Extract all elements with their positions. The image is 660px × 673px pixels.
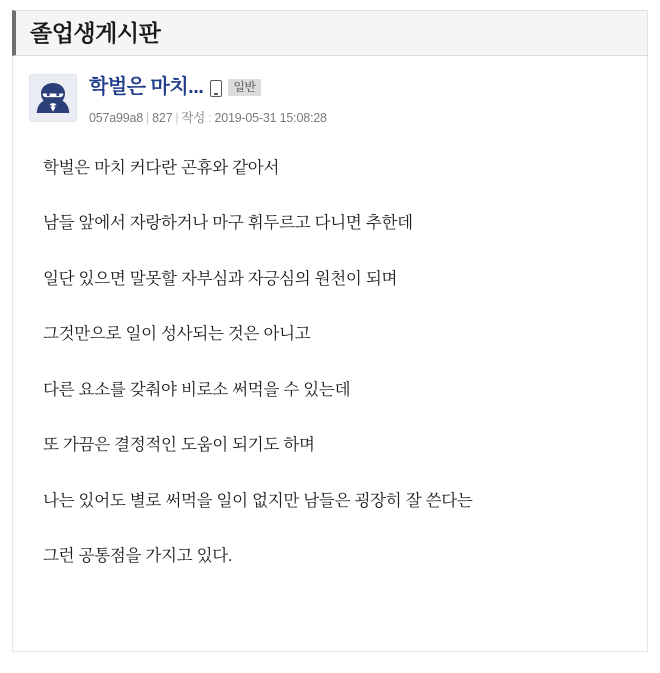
post-title-row	[89, 75, 327, 99]
mobile-phone-icon	[210, 80, 222, 97]
post-paragraph: 학벌은 마치 커다란 곤휴와 같아서	[43, 159, 280, 177]
post-container	[12, 56, 648, 652]
author-id: 057a99a8	[89, 111, 144, 125]
status-badge: 일반	[228, 79, 260, 96]
meta-separator-1: |	[146, 111, 150, 125]
post-body	[13, 136, 647, 568]
post-paragraph: 또 가끔은 결정적인 도움이 되기도 하며	[43, 436, 315, 455]
meta-colon: :	[208, 111, 212, 125]
post-paragraph: 그것만으로 일이 성사되는 것은 아니고	[43, 325, 311, 344]
post-title[interactable]: 학벌은 마치...	[89, 76, 204, 98]
post-head-text	[89, 74, 327, 126]
post-meta	[89, 108, 327, 126]
post-paragraph: 다른 요소를 갖춰야 비로소 써먹을 수 있는데	[43, 380, 351, 399]
date-label: 작성	[181, 111, 206, 125]
post-paragraph: 나는 있어도 별로 써먹을 일이 없지만 남들은 굉장히 잘 쓴다는	[43, 491, 473, 510]
post-paragraph: 남들 앞에서 자랑하거나 마구 휘두르고 다니면 추한데	[43, 214, 413, 233]
ninja-avatar-icon	[29, 74, 77, 122]
board-header	[12, 10, 648, 56]
view-count: 827	[152, 111, 173, 125]
post-page	[0, 10, 660, 673]
post-paragraph: 그런 공통점을 가지고 있다.	[43, 547, 233, 566]
board-title: 졸업생게시판	[30, 19, 161, 46]
post-date: 2019-05-31 15:08:28	[214, 111, 327, 125]
post-header	[13, 56, 647, 136]
meta-separator-2: |	[175, 111, 179, 125]
post-paragraph: 일단 있으면 말못할 자부심과 자긍심의 원천이 되며	[43, 269, 398, 288]
